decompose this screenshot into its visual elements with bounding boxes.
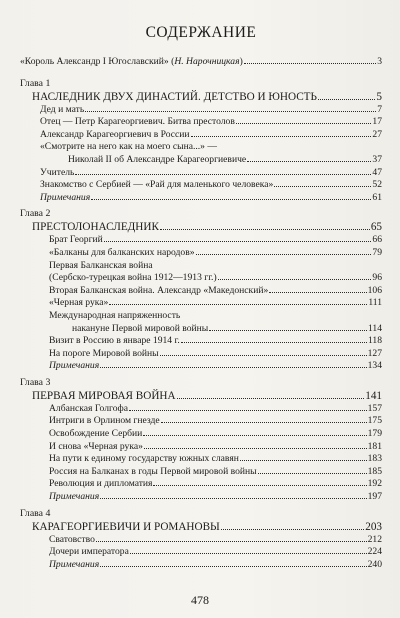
chapter-heading: ПЕРВАЯ МИРОВАЯ ВОЙНА 141 [32, 389, 382, 402]
toc-entry-line1: Первая Балканская война [49, 259, 153, 271]
toc-entry-notes: Примечания 134 [49, 360, 382, 372]
toc-entry: Сватовство 212 [49, 533, 382, 545]
toc-entry: Брат Георгий 66 [49, 234, 382, 246]
toc-entry: На пути к единому государству южных славян 183 [49, 453, 382, 465]
dot-leader [244, 63, 376, 64]
toc-entry: «Черная рука» 111 [49, 297, 382, 309]
toc-entry: Отец — Петр Карагеоргиевич. Битва престолов 17 [40, 116, 382, 128]
toc-entry: И снова «Черная рука» 181 [49, 440, 382, 452]
dot-leader [318, 99, 375, 100]
page-ref: 3 [377, 56, 382, 67]
toc-entry: Россия на Балканах в годы Первой мировой войны 185 [49, 465, 382, 477]
chapter-label: Глава 2 [20, 208, 51, 220]
toc-entry-line2: Николай II об Александре Карагеоргиевиче 37 [68, 153, 382, 165]
toc-entry-notes: Примечания 197 [49, 491, 382, 503]
chapter-heading: ПРЕСТОЛОНАСЛЕДНИК 65 [32, 221, 382, 234]
toc-entry-line2: (Сербско-турецкая война 1912—1913 гг.) 96 [49, 272, 382, 284]
toc-entry-line1: Международная напряженность [49, 309, 181, 321]
toc-entry: Знакомство с Сербией — «Рай для маленького человека» 52 [40, 179, 382, 191]
toc-entry-line2: накануне Первой мировой войны 114 [72, 322, 382, 334]
toc-entry: Албанская Голгофа 157 [49, 402, 382, 414]
chapter-label: Глава 1 [20, 77, 51, 89]
toc-entry: Революция и дипломатия 192 [49, 478, 382, 490]
chapter-heading: КАРАГЕОРГИЕВИЧИ И РОМАНОВЫ 203 [32, 520, 382, 533]
toc-entry-line1: «Смотрите на него как на моего сына...» — [40, 141, 217, 153]
chapter-label: Глава 4 [20, 507, 51, 519]
chapter-label: Глава 3 [20, 376, 51, 388]
toc-entry-notes: Примечания 61 [40, 191, 382, 203]
toc-entry: Интриги в Орлином гнезде 175 [49, 415, 382, 427]
toc-entry: Дочери императора 224 [49, 546, 382, 558]
toc-entry: Александр Карагеоргиевич в России 27 [40, 128, 382, 140]
toc-entry-foreword: «Король Александр I Югославский» (Н. Нарочницкая) 3 [20, 56, 382, 67]
page-title: СОДЕРЖАНИЕ [145, 24, 257, 41]
toc-entry-notes: Примечания 240 [49, 558, 382, 570]
toc-entry: Освобождение Сербии 179 [49, 428, 382, 440]
toc-entry: Визит в Россию в январе 1914 г. 118 [49, 335, 382, 347]
toc-entry: Дед и мать 7 [40, 103, 382, 115]
toc-entry: На пороге Мировой войны 127 [49, 347, 382, 359]
chapter-heading: НАСЛЕДНИК ДВУХ ДИНАСТИЙ. ДЕТСТВО И ЮНОСТЬ 5 [32, 90, 382, 103]
toc-entry: «Балканы для балканских народов» 79 [49, 246, 382, 258]
toc-entry: Учитель 47 [40, 166, 382, 178]
toc-entry: Вторая Балканская война. Александр «Македонский» 106 [49, 284, 382, 296]
page-number: 478 [191, 593, 209, 607]
